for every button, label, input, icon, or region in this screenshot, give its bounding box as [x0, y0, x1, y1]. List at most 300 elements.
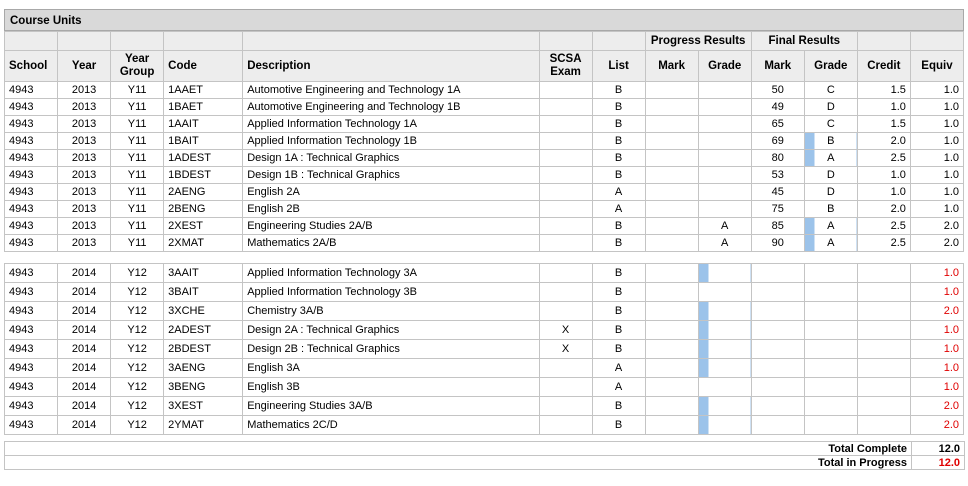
- cell-year: 2014: [58, 378, 111, 397]
- table-body: [5, 82, 964, 435]
- header-credit: Credit: [857, 51, 910, 82]
- table-row: [5, 359, 964, 378]
- cell-credit: 1.0: [857, 99, 910, 116]
- cell-progress-mark: [645, 321, 698, 340]
- cell-final-mark: 69: [751, 133, 804, 150]
- total-progress-value: 12.0: [912, 456, 965, 470]
- cell-code: 1BDEST: [164, 167, 243, 184]
- header-code: Code: [164, 51, 243, 82]
- cell-progress-mark: [645, 340, 698, 359]
- cell-progress-grade: [698, 378, 751, 397]
- cell-year-group: Y11: [111, 150, 164, 167]
- cell-equiv: 1.0: [910, 150, 963, 167]
- cell-code: 2ADEST: [164, 321, 243, 340]
- cell-code: 2YMAT: [164, 416, 243, 435]
- table-row: [5, 167, 964, 184]
- cell-progress-mark: [645, 235, 698, 252]
- cell-progress-grade: [698, 397, 751, 416]
- cell-equiv: 2.0: [910, 235, 963, 252]
- header-blank: [243, 32, 539, 51]
- cell-scsa-exam: [539, 235, 592, 252]
- cell-description: Engineering Studies 3A/B: [243, 397, 539, 416]
- cell-final-mark: 49: [751, 99, 804, 116]
- cell-year: 2013: [58, 235, 111, 252]
- header-blank: [910, 32, 963, 51]
- cell-final-grade: [804, 283, 857, 302]
- cell-school: 4943: [5, 378, 58, 397]
- cell-scsa-exam: [539, 82, 592, 99]
- cell-final-mark: 45: [751, 184, 804, 201]
- cell-scsa-exam: [539, 150, 592, 167]
- cell-description: Design 1B : Technical Graphics: [243, 167, 539, 184]
- cell-code: 3XCHE: [164, 302, 243, 321]
- cell-scsa-exam: [539, 99, 592, 116]
- cell-year-group: Y11: [111, 167, 164, 184]
- cell-progress-grade: [698, 359, 751, 378]
- cell-progress-grade: A: [698, 235, 751, 252]
- cell-school: 4943: [5, 264, 58, 283]
- cell-year-group: Y11: [111, 218, 164, 235]
- cell-code: 2BDEST: [164, 340, 243, 359]
- cell-progress-grade: [698, 264, 751, 283]
- table-row: [5, 397, 964, 416]
- cell-final-mark: [751, 378, 804, 397]
- cell-year-group: Y11: [111, 201, 164, 218]
- cell-description: Applied Information Technology 3A: [243, 264, 539, 283]
- cell-credit: [857, 378, 910, 397]
- cell-final-grade: [804, 264, 857, 283]
- header-row-groups: [5, 32, 964, 51]
- table-row: [5, 184, 964, 201]
- cell-year-group: Y11: [111, 116, 164, 133]
- cell-final-mark: 90: [751, 235, 804, 252]
- cell-year: 2013: [58, 99, 111, 116]
- cell-year: 2014: [58, 416, 111, 435]
- cell-progress-mark: [645, 184, 698, 201]
- cell-credit: [857, 283, 910, 302]
- cell-final-mark: 80: [751, 150, 804, 167]
- cell-year: 2013: [58, 167, 111, 184]
- cell-final-mark: 53: [751, 167, 804, 184]
- cell-school: 4943: [5, 283, 58, 302]
- cell-final-mark: 50: [751, 82, 804, 99]
- cell-code: 3AENG: [164, 359, 243, 378]
- cell-equiv: 2.0: [910, 397, 963, 416]
- cell-progress-grade: [698, 416, 751, 435]
- cell-scsa-exam: [539, 201, 592, 218]
- cell-credit: 1.5: [857, 116, 910, 133]
- cell-final-grade: D: [804, 99, 857, 116]
- table-row: [5, 340, 964, 359]
- header-year-group: Year Group: [111, 51, 164, 82]
- cell-list: B: [592, 116, 645, 133]
- cell-scsa-exam: [539, 302, 592, 321]
- cell-year: 2013: [58, 82, 111, 99]
- cell-progress-mark: [645, 167, 698, 184]
- table-row: [5, 133, 964, 150]
- cell-progress-grade: [698, 167, 751, 184]
- cell-final-mark: [751, 264, 804, 283]
- cell-equiv: 2.0: [910, 218, 963, 235]
- cell-code: 1AAIT: [164, 116, 243, 133]
- cell-final-grade: D: [804, 167, 857, 184]
- totals-table: [4, 441, 965, 470]
- cell-year: 2014: [58, 397, 111, 416]
- cell-description: English 2B: [243, 201, 539, 218]
- cell-school: 4943: [5, 340, 58, 359]
- cell-code: 1BAET: [164, 99, 243, 116]
- cell-progress-mark: [645, 201, 698, 218]
- cell-year-group: Y11: [111, 235, 164, 252]
- cell-list: B: [592, 264, 645, 283]
- header-row-columns: [5, 51, 964, 82]
- cell-description: Design 1A : Technical Graphics: [243, 150, 539, 167]
- header-progress-mark: Mark: [645, 51, 698, 82]
- cell-equiv: 1.0: [910, 264, 963, 283]
- cell-equiv: 2.0: [910, 416, 963, 435]
- cell-list: B: [592, 235, 645, 252]
- cell-scsa-exam: [539, 116, 592, 133]
- cell-equiv: 1.0: [910, 378, 963, 397]
- cell-description: Applied Information Technology 3B: [243, 283, 539, 302]
- course-units-table: [4, 31, 964, 435]
- cell-scsa-exam: [539, 416, 592, 435]
- cell-credit: 2.5: [857, 150, 910, 167]
- cell-school: 4943: [5, 82, 58, 99]
- cell-final-mark: [751, 283, 804, 302]
- cell-year: 2013: [58, 116, 111, 133]
- header-scsa-exam: SCSA Exam: [539, 51, 592, 82]
- cell-year-group: Y12: [111, 283, 164, 302]
- cell-code: 1ADEST: [164, 150, 243, 167]
- cell-code: 3BENG: [164, 378, 243, 397]
- cell-list: B: [592, 340, 645, 359]
- cell-description: Automotive Engineering and Technology 1B: [243, 99, 539, 116]
- cell-final-grade: A: [804, 218, 857, 235]
- cell-progress-mark: [645, 359, 698, 378]
- cell-description: English 3B: [243, 378, 539, 397]
- cell-final-grade: A: [804, 235, 857, 252]
- cell-school: 4943: [5, 321, 58, 340]
- cell-credit: 1.5: [857, 82, 910, 99]
- cell-year-group: Y12: [111, 378, 164, 397]
- cell-school: 4943: [5, 302, 58, 321]
- header-progress-results: Progress Results: [645, 32, 751, 51]
- cell-list: B: [592, 218, 645, 235]
- cell-equiv: 2.0: [910, 302, 963, 321]
- cell-progress-grade: [698, 321, 751, 340]
- table-row: [5, 218, 964, 235]
- table-row: [5, 283, 964, 302]
- cell-credit: 1.0: [857, 167, 910, 184]
- table-row: [5, 235, 964, 252]
- cell-year-group: Y12: [111, 416, 164, 435]
- cell-progress-grade: [698, 340, 751, 359]
- cell-description: Engineering Studies 2A/B: [243, 218, 539, 235]
- cell-code: 3XEST: [164, 397, 243, 416]
- cell-equiv: 1.0: [910, 359, 963, 378]
- cell-list: B: [592, 397, 645, 416]
- cell-equiv: 1.0: [910, 201, 963, 218]
- cell-school: 4943: [5, 150, 58, 167]
- total-complete-value: 12.0: [912, 442, 965, 456]
- cell-progress-mark: [645, 82, 698, 99]
- cell-list: B: [592, 283, 645, 302]
- table-row: [5, 378, 964, 397]
- cell-list: B: [592, 82, 645, 99]
- cell-credit: [857, 416, 910, 435]
- cell-progress-mark: [645, 150, 698, 167]
- cell-code: 1BAIT: [164, 133, 243, 150]
- cell-progress-grade: [698, 99, 751, 116]
- cell-year-group: Y11: [111, 133, 164, 150]
- cell-progress-mark: [645, 302, 698, 321]
- cell-school: 4943: [5, 235, 58, 252]
- cell-school: 4943: [5, 218, 58, 235]
- cell-credit: [857, 302, 910, 321]
- cell-progress-grade: [698, 82, 751, 99]
- cell-school: 4943: [5, 359, 58, 378]
- cell-scsa-exam: [539, 397, 592, 416]
- cell-scsa-exam: [539, 359, 592, 378]
- cell-year-group: Y12: [111, 264, 164, 283]
- cell-school: 4943: [5, 184, 58, 201]
- cell-scsa-exam: [539, 378, 592, 397]
- cell-credit: 2.5: [857, 218, 910, 235]
- cell-progress-grade: [698, 116, 751, 133]
- cell-description: English 2A: [243, 184, 539, 201]
- cell-list: B: [592, 302, 645, 321]
- cell-year-group: Y12: [111, 359, 164, 378]
- cell-scsa-exam: [539, 167, 592, 184]
- separator-cell: [5, 252, 964, 264]
- header-blank: [111, 32, 164, 51]
- cell-year: 2013: [58, 201, 111, 218]
- header-blank: [592, 32, 645, 51]
- table-row: [5, 201, 964, 218]
- cell-year: 2014: [58, 321, 111, 340]
- cell-final-mark: 65: [751, 116, 804, 133]
- cell-year: 2014: [58, 302, 111, 321]
- table-row: [5, 82, 964, 99]
- header-progress-grade: Grade: [698, 51, 751, 82]
- course-units-panel: [4, 9, 964, 470]
- cell-final-mark: 75: [751, 201, 804, 218]
- year-separator: [5, 252, 964, 264]
- cell-progress-mark: [645, 378, 698, 397]
- cell-final-mark: [751, 321, 804, 340]
- cell-final-mark: 85: [751, 218, 804, 235]
- cell-year-group: Y12: [111, 340, 164, 359]
- cell-year: 2014: [58, 340, 111, 359]
- cell-scsa-exam: [539, 283, 592, 302]
- header-final-mark: Mark: [751, 51, 804, 82]
- cell-final-mark: [751, 302, 804, 321]
- cell-description: Applied Information Technology 1B: [243, 133, 539, 150]
- table-row: [5, 150, 964, 167]
- cell-list: A: [592, 201, 645, 218]
- cell-progress-mark: [645, 264, 698, 283]
- cell-code: 2XEST: [164, 218, 243, 235]
- cell-final-grade: [804, 416, 857, 435]
- cell-final-mark: [751, 397, 804, 416]
- cell-scsa-exam: [539, 184, 592, 201]
- cell-equiv: 1.0: [910, 283, 963, 302]
- cell-scsa-exam: X: [539, 340, 592, 359]
- cell-scsa-exam: [539, 264, 592, 283]
- table-row: [5, 302, 964, 321]
- cell-code: 3BAIT: [164, 283, 243, 302]
- header-blank: [539, 32, 592, 51]
- cell-scsa-exam: [539, 133, 592, 150]
- cell-school: 4943: [5, 133, 58, 150]
- header-blank: [857, 32, 910, 51]
- cell-school: 4943: [5, 201, 58, 218]
- cell-progress-grade: [698, 133, 751, 150]
- header-school: School: [5, 51, 58, 82]
- cell-credit: 2.0: [857, 201, 910, 218]
- cell-equiv: 1.0: [910, 133, 963, 150]
- cell-description: Applied Information Technology 1A: [243, 116, 539, 133]
- cell-credit: [857, 397, 910, 416]
- cell-progress-mark: [645, 416, 698, 435]
- cell-description: Design 2A : Technical Graphics: [243, 321, 539, 340]
- cell-progress-mark: [645, 99, 698, 116]
- cell-school: 4943: [5, 416, 58, 435]
- cell-list: B: [592, 133, 645, 150]
- cell-description: Design 2B : Technical Graphics: [243, 340, 539, 359]
- cell-equiv: 1.0: [910, 116, 963, 133]
- cell-final-grade: D: [804, 184, 857, 201]
- cell-list: B: [592, 321, 645, 340]
- cell-equiv: 1.0: [910, 99, 963, 116]
- cell-final-grade: [804, 302, 857, 321]
- header-equiv: Equiv: [910, 51, 963, 82]
- cell-final-grade: B: [804, 133, 857, 150]
- cell-year-group: Y12: [111, 302, 164, 321]
- header-blank: [58, 32, 111, 51]
- cell-progress-grade: [698, 302, 751, 321]
- header-blank: [164, 32, 243, 51]
- cell-description: Chemistry 3A/B: [243, 302, 539, 321]
- cell-scsa-exam: X: [539, 321, 592, 340]
- cell-year: 2014: [58, 359, 111, 378]
- cell-final-mark: [751, 416, 804, 435]
- cell-credit: 2.0: [857, 133, 910, 150]
- cell-year-group: Y11: [111, 82, 164, 99]
- total-progress-row: [5, 456, 965, 470]
- cell-code: 2BENG: [164, 201, 243, 218]
- cell-code: 2XMAT: [164, 235, 243, 252]
- cell-equiv: 1.0: [910, 184, 963, 201]
- cell-final-mark: [751, 340, 804, 359]
- total-complete-row: [5, 442, 965, 456]
- cell-year-group: Y11: [111, 184, 164, 201]
- cell-credit: [857, 321, 910, 340]
- cell-description: English 3A: [243, 359, 539, 378]
- cell-final-grade: A: [804, 150, 857, 167]
- panel-title: Course Units: [4, 9, 964, 31]
- cell-progress-grade: [698, 201, 751, 218]
- cell-final-grade: [804, 321, 857, 340]
- cell-credit: [857, 359, 910, 378]
- cell-final-mark: [751, 359, 804, 378]
- cell-final-grade: C: [804, 116, 857, 133]
- cell-school: 4943: [5, 116, 58, 133]
- cell-description: Mathematics 2A/B: [243, 235, 539, 252]
- cell-list: B: [592, 150, 645, 167]
- total-complete-label: Total Complete: [5, 442, 912, 456]
- header-final-results: Final Results: [751, 32, 857, 51]
- cell-credit: 1.0: [857, 184, 910, 201]
- cell-final-grade: B: [804, 201, 857, 218]
- cell-school: 4943: [5, 397, 58, 416]
- table-row: [5, 416, 964, 435]
- cell-list: A: [592, 184, 645, 201]
- cell-final-grade: [804, 397, 857, 416]
- cell-school: 4943: [5, 167, 58, 184]
- cell-progress-grade: [698, 283, 751, 302]
- cell-code: 3AAIT: [164, 264, 243, 283]
- cell-progress-mark: [645, 133, 698, 150]
- cell-progress-mark: [645, 116, 698, 133]
- cell-list: A: [592, 359, 645, 378]
- cell-list: B: [592, 167, 645, 184]
- cell-final-grade: C: [804, 82, 857, 99]
- cell-equiv: 1.0: [910, 340, 963, 359]
- table-row: [5, 99, 964, 116]
- cell-progress-grade: A: [698, 218, 751, 235]
- header-year: Year: [58, 51, 111, 82]
- cell-credit: 2.5: [857, 235, 910, 252]
- table-row: [5, 321, 964, 340]
- cell-credit: [857, 340, 910, 359]
- cell-list: B: [592, 99, 645, 116]
- header-list: List: [592, 51, 645, 82]
- cell-equiv: 1.0: [910, 82, 963, 99]
- cell-scsa-exam: [539, 218, 592, 235]
- cell-year-group: Y11: [111, 99, 164, 116]
- cell-year: 2014: [58, 283, 111, 302]
- header-final-grade: Grade: [804, 51, 857, 82]
- cell-final-grade: [804, 359, 857, 378]
- cell-year: 2013: [58, 218, 111, 235]
- cell-year-group: Y12: [111, 397, 164, 416]
- cell-year: 2013: [58, 184, 111, 201]
- header-description: Description: [243, 51, 539, 82]
- cell-code: 2AENG: [164, 184, 243, 201]
- cell-final-grade: [804, 340, 857, 359]
- cell-description: Mathematics 2C/D: [243, 416, 539, 435]
- cell-list: A: [592, 378, 645, 397]
- cell-year: 2013: [58, 133, 111, 150]
- cell-progress-grade: [698, 184, 751, 201]
- table-row: [5, 264, 964, 283]
- cell-school: 4943: [5, 99, 58, 116]
- cell-progress-grade: [698, 150, 751, 167]
- cell-code: 1AAET: [164, 82, 243, 99]
- header-blank: [5, 32, 58, 51]
- cell-year-group: Y12: [111, 321, 164, 340]
- cell-progress-mark: [645, 397, 698, 416]
- cell-progress-mark: [645, 218, 698, 235]
- cell-credit: [857, 264, 910, 283]
- table-row: [5, 116, 964, 133]
- cell-equiv: 1.0: [910, 321, 963, 340]
- total-progress-label: Total in Progress: [5, 456, 912, 470]
- cell-equiv: 1.0: [910, 167, 963, 184]
- cell-year: 2014: [58, 264, 111, 283]
